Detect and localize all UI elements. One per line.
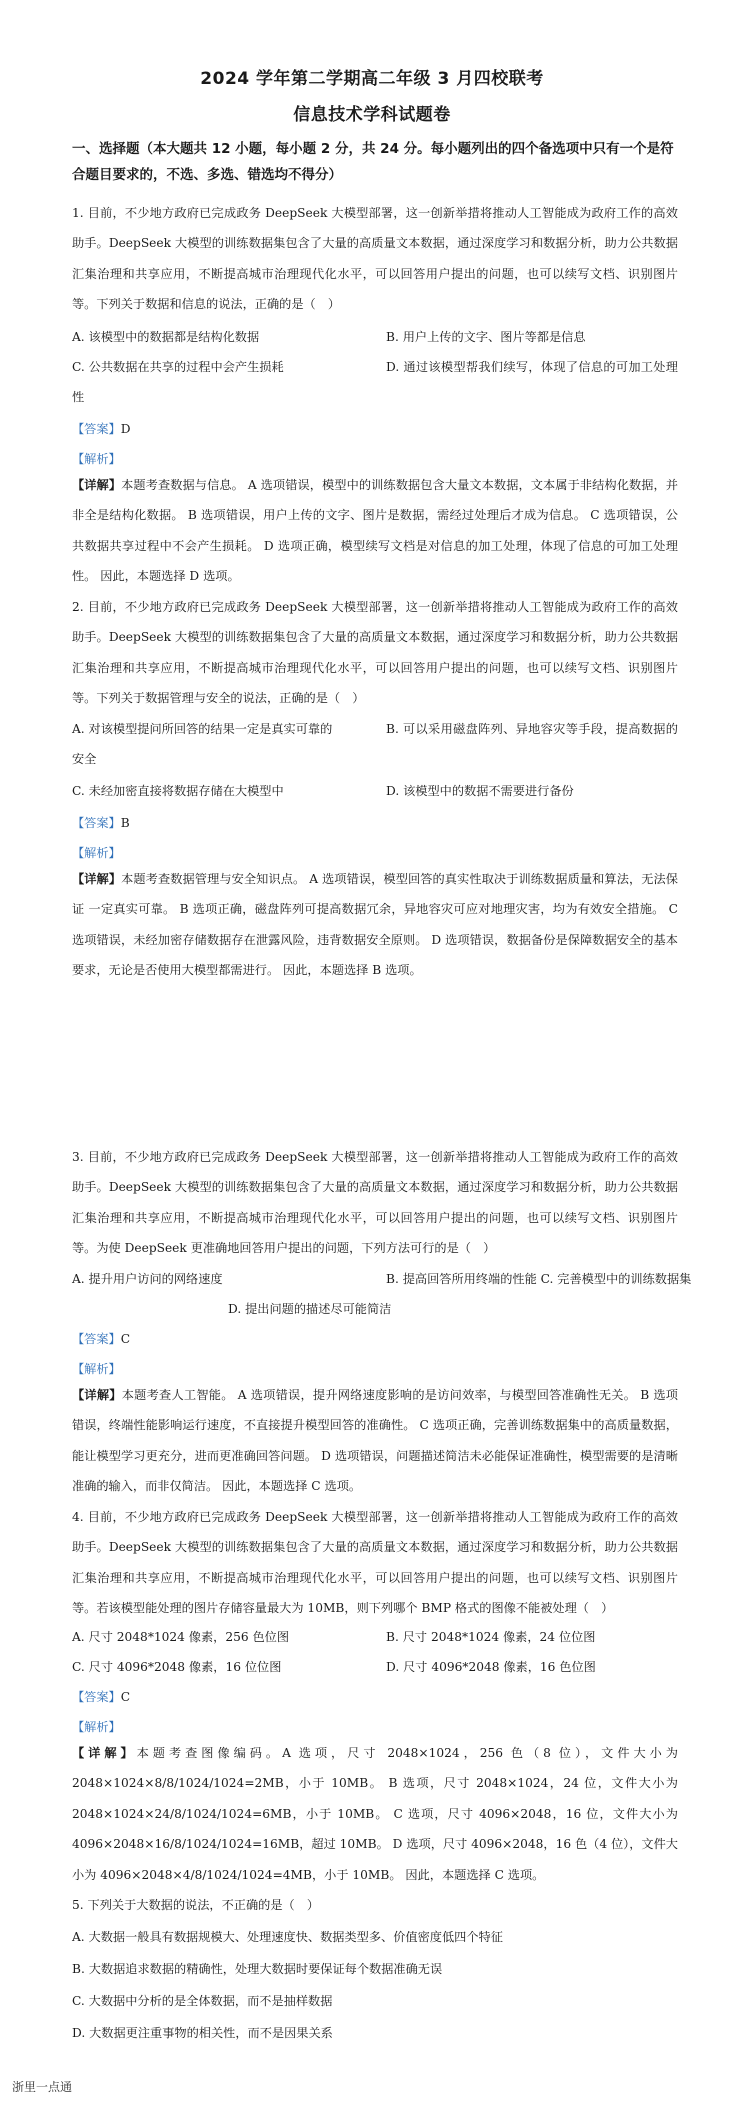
q2-detail xyxy=(72,864,678,986)
q4-answer-value: C xyxy=(120,1690,131,1704)
analysis-label: 【解析】 xyxy=(72,1362,121,1376)
q2-analysis xyxy=(72,842,121,864)
q1-option-a: A. 该模型中的数据都是结构化数据 xyxy=(72,330,260,344)
q2-answer-value: B xyxy=(120,816,130,830)
detail-label: 【详解】 xyxy=(72,1746,137,1760)
q1-answer xyxy=(72,418,131,440)
q5-option-a: A. 大数据一般具有数据规模大、处理速度快、数据类型多、价值密度低四个特征 xyxy=(72,1930,503,1944)
q2-option-c: C. 未经加密直接将数据存储在大模型中 xyxy=(72,784,284,798)
analysis-label: 【解析】 xyxy=(72,452,121,466)
answer-label: 【答案】 xyxy=(72,1332,121,1346)
answer-label: 【答案】 xyxy=(72,422,121,436)
q2-option-b: B. 可以采用磁盘阵列、异地容灾等手段，提高数据的安全 xyxy=(72,722,678,767)
q1-option-d: D. 通过该模型帮我们续写，体现了信息的可加工处理性 xyxy=(72,360,678,405)
q2-option-a: A. 对该模型提问所回答的结果一定是真实可靠的 xyxy=(72,722,333,736)
analysis-label: 【解析】 xyxy=(72,1720,121,1734)
q1-detail xyxy=(72,470,678,592)
q5-stem: 5. 下列关于大数据的说法，不正确的是（ ） xyxy=(72,1898,320,1912)
q4-option-d: D. 尺寸 4096*2048 像素，16 色位图 xyxy=(386,1660,596,1674)
q3-detail-text: 本题考查人工智能。 A 选项错误，提升网络速度影响的是访问效率，与模型回答准确性无关。 B 选项错误，终端性能影响运行速度，不直接提升模型回答的准确性。 C 选项正确，完善训练数据集中的高质量数据，能让模型学习更充分，进而更准确回答问题。 D 选项错误，问题描述简洁未必能保证准确性，模型需要的是清晰准确的输入，而非仅简洁。 因此，本题选择 C 选项。 xyxy=(72,1388,678,1494)
q4-option-b: B. 尺寸 2048*1024 像素，24 位位图 xyxy=(386,1630,596,1644)
exam-title: 2024 学年第二学期高二年级 3 月四校联考 xyxy=(200,69,544,89)
q1-analysis xyxy=(72,448,121,470)
q4-analysis xyxy=(72,1716,121,1738)
q3-stem: 3. 目前，不少地方政府已完成政务 DeepSeek 大模型部署，这一创新举措将推动人工智能成为政府工作的高效助手。DeepSeek 大模型的训练数据集包含了大量的高质量文本数据，通过深度学习和数据分析，助力公共数据汇集治理和共享应用，不断提高城市治理现代化水平，可以回答用户提出的问题，也可以续写文档、识别图片等。为使 DeepSeek 更准确地回答用户提出的问题，下列方法可行的是（ ） xyxy=(72,1150,678,1256)
q5-option-c: C. 大数据中分析的是全体数据，而不是抽样数据 xyxy=(72,1994,333,2008)
q2-options-ab xyxy=(72,714,678,775)
q1-stem: 1. 目前，不少地方政府已完成政务 DeepSeek 大模型部署，这一创新举措将推动人工智能成为政府工作的高效助手。DeepSeek 大模型的训练数据集包含了大量的高质量文本数据，通过深度学习和数据分析，助力公共数据汇集治理和共享应用，不断提高城市治理现代化水平，可以回答用户提出的问题，也可以续写文档、识别图片等。下列关于数据和信息的说法，正确的是（ ） xyxy=(72,206,678,312)
q2-detail-text: 本题考查数据管理与安全知识点。 A 选项错误，模型回答的真实性取决于训练数据质量和算法，无法保证 一定真实可靠。 B 选项正确，磁盘阵列可提高数据冗余，异地容灾可应对地理灾害，均为有效安全措施。 C 选项错误，未经加密存储数据存在泄露风险，违背数据安全原则。 D 选项错误，数据备份是保障数据安全的基本要求，无论是否使用大模型都需进行。 因此，本题选择 B 选项。 xyxy=(72,872,678,978)
q2-answer xyxy=(72,812,130,834)
q3-option-a: A. 提升用户访问的网络速度 xyxy=(72,1272,223,1286)
q3-answer-value: C xyxy=(120,1332,131,1346)
section-heading: 一、选择题（本大题共 12 小题，每小题 2 分，共 24 分。每小题列出的四个备选项中只有一个是符合题目要求的，不选、多选、错选均不得分） xyxy=(72,141,674,183)
footer-watermark: 浙里一点通 xyxy=(12,2080,73,2094)
answer-label: 【答案】 xyxy=(72,816,121,830)
q3-answer xyxy=(72,1328,130,1350)
q5-option-d: D. 大数据更注重事物的相关性，而不是因果关系 xyxy=(72,2026,333,2040)
q4-detail xyxy=(72,1738,678,1890)
q3-option-d: D. 提出问题的描述尽可能简洁 xyxy=(228,1302,392,1316)
detail-label: 【详解】 xyxy=(72,872,122,886)
q4-stem: 4. 目前，不少地方政府已完成政务 DeepSeek 大模型部署，这一创新举措将推动人工智能成为政府工作的高效助手。DeepSeek 大模型的训练数据集包含了大量的高质量文本数据，通过深度学习和数据分析，助力公共数据汇集治理和共享应用，不断提高城市治理现代化水平，可以回答用户提出的问题，也可以续写文档、识别图片等。若该模型能处理的图片存储容量最大为 10MB，则下列哪个 BMP 格式的图像不能被处理（ ） xyxy=(72,1510,678,1616)
q4-detail-text: 本题考查图像编码。A 选项，尺寸 2048×1024，256 色（8 位），文件大小为 2048×1024×8/8/1024/1024=2MB，小于 10MB。 B 选项，尺寸 2048×1024，24 位，文件大小为 2048×1024×24/8/1024/1024=6MB，小于 10MB。 C 选项，尺寸 4096×2048，16 位，文件大小为 4096×2048×16/8/1024/1024=16MB，超过 10MB。 D 选项，尺寸 4096×2048，16 色（4 位），文件大小为 4096×2048×4/8/1024/1024=4MB，小于 10MB。 因此，本题选择 C 选项。 xyxy=(72,1746,678,1882)
detail-label: 【详解】 xyxy=(72,478,122,492)
q1-option-c: C. 公共数据在共享的过程中会产生损耗 xyxy=(72,360,284,374)
q2-option-d: D. 该模型中的数据不需要进行备份 xyxy=(386,784,574,798)
analysis-label: 【解析】 xyxy=(72,846,121,860)
q4-option-c: C. 尺寸 4096*2048 像素，16 位位图 xyxy=(72,1660,282,1674)
q3-analysis xyxy=(72,1358,121,1380)
exam-subtitle: 信息技术学科试题卷 xyxy=(293,105,451,125)
q2-stem: 2. 目前，不少地方政府已完成政务 DeepSeek 大模型部署，这一创新举措将推动人工智能成为政府工作的高效助手。DeepSeek 大模型的训练数据集包含了大量的高质量文本数据，通过深度学习和数据分析，助力公共数据汇集治理和共享应用，不断提高城市治理现代化水平，可以回答用户提出的问题，也可以续写文档、识别图片等。下列关于数据管理与安全的说法，正确的是（ ） xyxy=(72,600,678,706)
q3-detail xyxy=(72,1380,678,1502)
detail-label: 【详解】 xyxy=(72,1388,122,1402)
q1-detail-text: 本题考查数据与信息。 A 选项错误，模型中的训练数据包含大量文本数据，文本属于非结构化数据，并非全是结构化数据。 B 选项错误，用户上传的文字、图片是数据，需经过处理后才成为信息。 C 选项错误，公共数据共享过程中不会产生损耗。 D 选项正确，模型续写文档是对信息的加工处理，体现了信息的可加工处理性。 因此，本题选择 D 选项。 xyxy=(72,478,678,584)
q5-option-b: B. 大数据追求数据的精确性，处理大数据时要保证每个数据准确无误 xyxy=(72,1962,443,1976)
q4-option-a: A. 尺寸 2048*1024 像素，256 色位图 xyxy=(72,1630,290,1644)
q1-answer-value: D xyxy=(120,422,131,436)
answer-label: 【答案】 xyxy=(72,1690,121,1704)
q3-option-bc: B. 提高回答所用终端的性能 C. 完善模型中的训练数据集 xyxy=(386,1272,692,1286)
q4-answer xyxy=(72,1686,130,1708)
q1-option-b: B. 用户上传的文字、图片等都是信息 xyxy=(386,330,586,344)
q1-options-cd xyxy=(72,352,678,413)
